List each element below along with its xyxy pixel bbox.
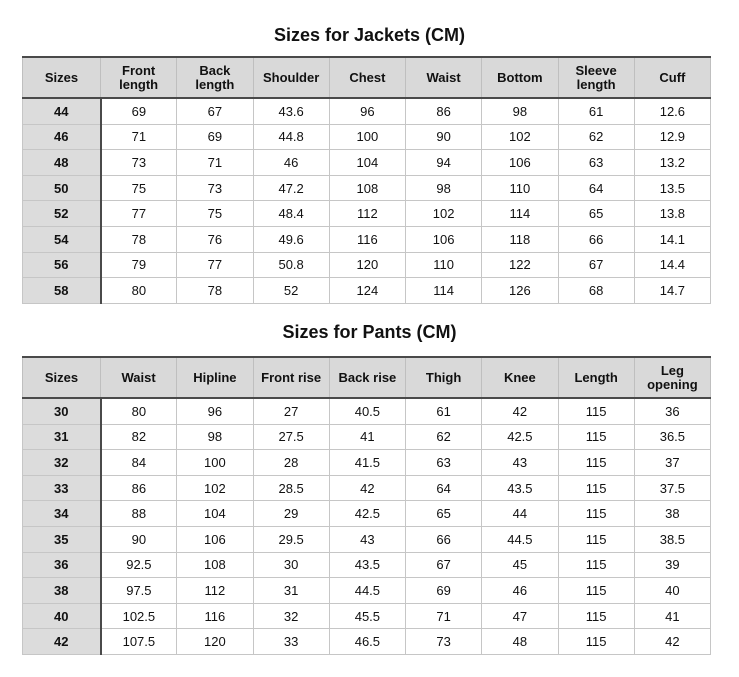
- column-header-text: Thigh: [425, 369, 462, 385]
- measurement-cell: 46: [253, 150, 329, 176]
- size-cell: 33: [23, 475, 101, 501]
- measurement-cell: 64: [406, 475, 482, 501]
- column-header-text: Hipline: [193, 369, 237, 385]
- measurement-cell: 29.5: [253, 526, 329, 552]
- measurement-cell: 50.8: [253, 252, 329, 278]
- column-header-text: Bottom: [497, 69, 543, 85]
- measurement-cell: 112: [177, 578, 253, 604]
- measurement-cell: 71: [101, 124, 177, 150]
- measurement-cell: 28: [253, 450, 329, 476]
- measurement-cell: 115: [558, 398, 634, 424]
- measurement-cell: 61: [406, 398, 482, 424]
- measurement-cell: 44.5: [329, 578, 405, 604]
- measurement-cell: 47: [482, 603, 558, 629]
- measurement-cell: 115: [558, 552, 634, 578]
- size-cell: 52: [23, 201, 101, 227]
- measurement-cell: 71: [406, 603, 482, 629]
- size-cell: 58: [23, 278, 101, 304]
- measurement-cell: 96: [177, 398, 253, 424]
- measurement-cell: 96: [329, 98, 405, 124]
- measurement-cell: 118: [482, 226, 558, 252]
- column-header-text: opening: [647, 376, 698, 392]
- measurement-cell: 32: [253, 603, 329, 629]
- measurement-cell: 108: [177, 552, 253, 578]
- measurement-cell: 62: [558, 124, 634, 150]
- measurement-cell: 45: [482, 552, 558, 578]
- column-header: [177, 57, 253, 98]
- header-row: [23, 57, 711, 98]
- column-header: [253, 357, 329, 398]
- measurement-cell: 98: [406, 175, 482, 201]
- measurement-cell: 124: [329, 278, 405, 304]
- size-cell: 38: [23, 578, 101, 604]
- measurement-cell: 38: [634, 501, 710, 527]
- measurement-cell: 48.4: [253, 201, 329, 227]
- column-header-text: Back: [199, 62, 231, 78]
- measurement-cell: 106: [177, 526, 253, 552]
- measurement-cell: 44.5: [482, 526, 558, 552]
- measurement-cell: 66: [406, 526, 482, 552]
- measurement-cell: 71: [177, 150, 253, 176]
- pants-size-table: [22, 356, 711, 655]
- column-header: [329, 57, 405, 98]
- table-row: [23, 124, 711, 150]
- table-row: [23, 552, 711, 578]
- table-row: [23, 98, 711, 124]
- measurement-cell: 115: [558, 475, 634, 501]
- measurement-cell: 102: [177, 475, 253, 501]
- measurement-cell: 108: [329, 175, 405, 201]
- measurement-cell: 90: [101, 526, 177, 552]
- measurement-cell: 65: [406, 501, 482, 527]
- measurement-cell: 112: [329, 201, 405, 227]
- size-cell: 50: [23, 175, 101, 201]
- measurement-cell: 52: [253, 278, 329, 304]
- column-header-text: Front rise: [261, 369, 322, 385]
- column-header: [558, 57, 634, 98]
- size-cell: 44: [23, 98, 101, 124]
- table-row: [23, 475, 711, 501]
- measurement-cell: 79: [101, 252, 177, 278]
- column-header-text: Sleeve: [575, 62, 617, 78]
- size-cell: 35: [23, 526, 101, 552]
- measurement-cell: 110: [406, 252, 482, 278]
- measurement-cell: 104: [177, 501, 253, 527]
- table-row: [23, 526, 711, 552]
- table-row: [23, 501, 711, 527]
- column-header: [634, 357, 710, 398]
- measurement-cell: 84: [101, 450, 177, 476]
- measurement-cell: 37: [634, 450, 710, 476]
- column-header-text: Waist: [426, 69, 461, 85]
- measurement-cell: 67: [558, 252, 634, 278]
- pants-title: Sizes for Pants (CM): [282, 322, 457, 342]
- measurement-cell: 73: [177, 175, 253, 201]
- measurement-cell: 107.5: [101, 629, 177, 655]
- column-header-text: Chest: [349, 69, 386, 85]
- column-header: [23, 357, 101, 398]
- measurement-cell: 36.5: [634, 424, 710, 450]
- measurement-cell: 40.5: [329, 398, 405, 424]
- column-header-text: Waist: [121, 369, 156, 385]
- column-header-text: Back rise: [338, 369, 397, 385]
- measurement-cell: 14.4: [634, 252, 710, 278]
- measurement-cell: 115: [558, 526, 634, 552]
- table-row: [23, 150, 711, 176]
- measurement-cell: 46: [482, 578, 558, 604]
- measurement-cell: 102.5: [101, 603, 177, 629]
- table-row: [23, 201, 711, 227]
- column-header: [482, 57, 558, 98]
- measurement-cell: 106: [482, 150, 558, 176]
- measurement-cell: 115: [558, 424, 634, 450]
- measurement-cell: 42: [482, 398, 558, 424]
- measurement-cell: 40: [634, 578, 710, 604]
- column-header-text: Sizes: [44, 369, 79, 385]
- measurement-cell: 46.5: [329, 629, 405, 655]
- measurement-cell: 77: [177, 252, 253, 278]
- table-row: [23, 424, 711, 450]
- measurement-cell: 41: [329, 424, 405, 450]
- measurement-cell: 44: [482, 501, 558, 527]
- column-header: [253, 57, 329, 98]
- measurement-cell: 27: [253, 398, 329, 424]
- measurement-cell: 120: [329, 252, 405, 278]
- measurement-cell: 30: [253, 552, 329, 578]
- column-header: [177, 357, 253, 398]
- size-cell: 32: [23, 450, 101, 476]
- measurement-cell: 42: [634, 629, 710, 655]
- column-header: [558, 357, 634, 398]
- measurement-cell: 63: [558, 150, 634, 176]
- measurement-cell: 115: [558, 603, 634, 629]
- measurement-cell: 41.5: [329, 450, 405, 476]
- column-header: [23, 57, 101, 98]
- measurement-cell: 100: [329, 124, 405, 150]
- size-cell: 46: [23, 124, 101, 150]
- column-header-text: Knee: [503, 369, 536, 385]
- column-header-text: Shoulder: [262, 69, 320, 85]
- table-row: [23, 226, 711, 252]
- measurement-cell: 110: [482, 175, 558, 201]
- measurement-cell: 13.2: [634, 150, 710, 176]
- measurement-cell: 82: [101, 424, 177, 450]
- measurement-cell: 48: [482, 629, 558, 655]
- size-cell: 31: [23, 424, 101, 450]
- table-row: [23, 450, 711, 476]
- measurement-cell: 78: [101, 226, 177, 252]
- measurement-cell: 116: [177, 603, 253, 629]
- measurement-cell: 90: [406, 124, 482, 150]
- measurement-cell: 42.5: [329, 501, 405, 527]
- measurement-cell: 39: [634, 552, 710, 578]
- column-header: [101, 57, 177, 98]
- measurement-cell: 14.1: [634, 226, 710, 252]
- measurement-cell: 114: [406, 278, 482, 304]
- measurement-cell: 12.6: [634, 98, 710, 124]
- size-cell: 30: [23, 398, 101, 424]
- measurement-cell: 75: [177, 201, 253, 227]
- measurement-cell: 102: [482, 124, 558, 150]
- measurement-cell: 114: [482, 201, 558, 227]
- column-header-text: length: [576, 76, 616, 92]
- table-row: [23, 175, 711, 201]
- measurement-cell: 102: [406, 201, 482, 227]
- measurement-cell: 104: [329, 150, 405, 176]
- measurement-cell: 80: [101, 398, 177, 424]
- measurement-cell: 73: [101, 150, 177, 176]
- measurement-cell: 97.5: [101, 578, 177, 604]
- table-row: [23, 603, 711, 629]
- measurement-cell: 67: [177, 98, 253, 124]
- measurement-cell: 64: [558, 175, 634, 201]
- table-row: [23, 578, 711, 604]
- column-header-text: Sizes: [44, 69, 79, 85]
- measurement-cell: 115: [558, 578, 634, 604]
- column-header: [634, 57, 710, 98]
- table-row: [23, 252, 711, 278]
- measurement-cell: 37.5: [634, 475, 710, 501]
- size-cell: 48: [23, 150, 101, 176]
- measurement-cell: 116: [329, 226, 405, 252]
- measurement-cell: 78: [177, 278, 253, 304]
- column-header: [329, 357, 405, 398]
- jackets-size-table: [22, 56, 711, 304]
- measurement-cell: 120: [177, 629, 253, 655]
- column-header-text: Leg: [660, 362, 684, 378]
- measurement-cell: 31: [253, 578, 329, 604]
- column-header-text: Length: [574, 369, 618, 385]
- measurement-cell: 29: [253, 501, 329, 527]
- measurement-cell: 43: [482, 450, 558, 476]
- measurement-cell: 88: [101, 501, 177, 527]
- measurement-cell: 115: [558, 450, 634, 476]
- measurement-cell: 73: [406, 629, 482, 655]
- measurement-cell: 44.8: [253, 124, 329, 150]
- table-row: [23, 398, 711, 424]
- measurement-cell: 27.5: [253, 424, 329, 450]
- size-cell: 40: [23, 603, 101, 629]
- measurement-cell: 41: [634, 603, 710, 629]
- measurement-cell: 12.9: [634, 124, 710, 150]
- measurement-cell: 66: [558, 226, 634, 252]
- size-cell: 42: [23, 629, 101, 655]
- measurement-cell: 69: [177, 124, 253, 150]
- measurement-cell: 98: [482, 98, 558, 124]
- measurement-cell: 80: [101, 278, 177, 304]
- measurement-cell: 126: [482, 278, 558, 304]
- column-header: [482, 357, 558, 398]
- size-cell: 36: [23, 552, 101, 578]
- measurement-cell: 67: [406, 552, 482, 578]
- table-row: [23, 278, 711, 304]
- column-header-text: Cuff: [659, 69, 686, 85]
- measurement-cell: 69: [101, 98, 177, 124]
- measurement-cell: 77: [101, 201, 177, 227]
- measurement-cell: 14.7: [634, 278, 710, 304]
- measurement-cell: 86: [101, 475, 177, 501]
- measurement-cell: 75: [101, 175, 177, 201]
- header-row: [23, 357, 711, 398]
- measurement-cell: 115: [558, 501, 634, 527]
- measurement-cell: 94: [406, 150, 482, 176]
- measurement-cell: 45.5: [329, 603, 405, 629]
- measurement-cell: 68: [558, 278, 634, 304]
- measurement-cell: 42.5: [482, 424, 558, 450]
- measurement-cell: 86: [406, 98, 482, 124]
- measurement-cell: 13.5: [634, 175, 710, 201]
- measurement-cell: 43.5: [329, 552, 405, 578]
- measurement-cell: 43.6: [253, 98, 329, 124]
- column-header-text: length: [119, 76, 159, 92]
- measurement-cell: 62: [406, 424, 482, 450]
- measurement-cell: 36: [634, 398, 710, 424]
- measurement-cell: 92.5: [101, 552, 177, 578]
- column-header-text: Front: [122, 62, 156, 78]
- measurement-cell: 42: [329, 475, 405, 501]
- size-cell: 54: [23, 226, 101, 252]
- measurement-cell: 38.5: [634, 526, 710, 552]
- measurement-cell: 69: [406, 578, 482, 604]
- column-header: [406, 357, 482, 398]
- measurement-cell: 65: [558, 201, 634, 227]
- column-header: [406, 57, 482, 98]
- measurement-cell: 100: [177, 450, 253, 476]
- measurement-cell: 33: [253, 629, 329, 655]
- measurement-cell: 28.5: [253, 475, 329, 501]
- measurement-cell: 49.6: [253, 226, 329, 252]
- measurement-cell: 63: [406, 450, 482, 476]
- table-row: [23, 629, 711, 655]
- measurement-cell: 13.8: [634, 201, 710, 227]
- measurement-cell: 122: [482, 252, 558, 278]
- size-cell: 34: [23, 501, 101, 527]
- measurement-cell: 76: [177, 226, 253, 252]
- column-header-text: length: [195, 76, 235, 92]
- size-cell: 56: [23, 252, 101, 278]
- measurement-cell: 61: [558, 98, 634, 124]
- jackets-title: Sizes for Jackets (CM): [273, 25, 466, 45]
- measurement-cell: 115: [558, 629, 634, 655]
- measurement-cell: 47.2: [253, 175, 329, 201]
- measurement-cell: 43: [329, 526, 405, 552]
- column-header: [101, 357, 177, 398]
- measurement-cell: 106: [406, 226, 482, 252]
- measurement-cell: 98: [177, 424, 253, 450]
- measurement-cell: 43.5: [482, 475, 558, 501]
